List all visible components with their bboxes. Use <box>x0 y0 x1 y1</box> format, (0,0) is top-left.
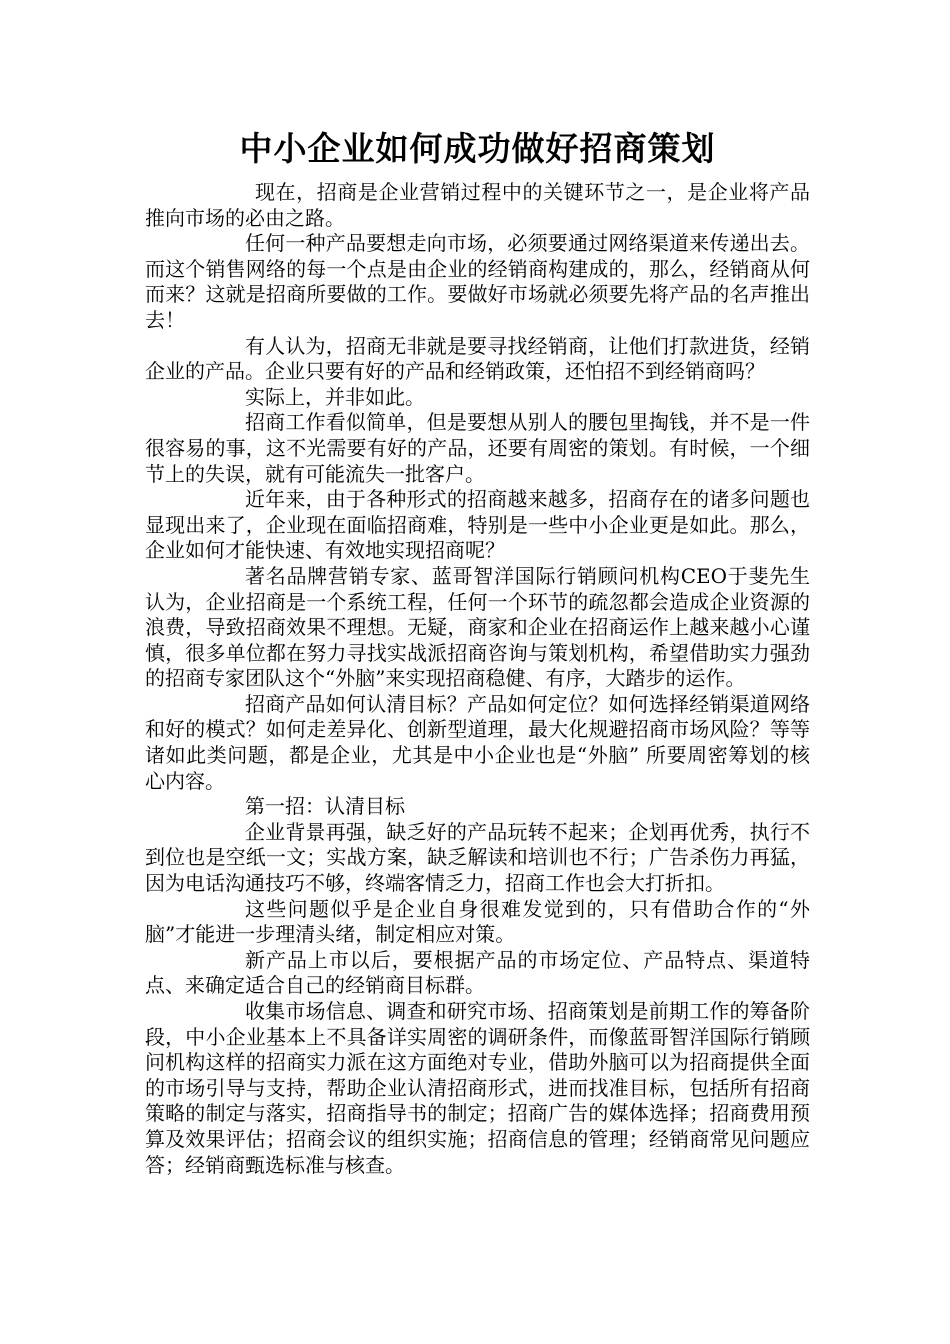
document-page <box>145 124 810 1178</box>
paragraph: 招商产品如何认清目标？产品如何定位？如何选择经销渠道网络和好的模式？如何走差异化、创新型道理，最大化规避招商市场风险？等等诸如此类问题，都是企业，尤其是中小企业也是“外脑” 所要周密筹划的核心内容。 <box>145 691 810 793</box>
paragraph: 著名品牌营销专家、蓝哥智洋国际行销顾问机构CEO于斐先生认为，企业招商是一个系统工程，任何一个环节的疏忽都会造成企业资源的浪费，导致招商效果不理想。无疑，商家和企业在招商运作上越来越小心谨慎，很多单位都在努力寻找实战派招商咨询与策划机构，希望借助实力强劲的招商专家团队这个“外脑”来实现招商稳健、有序，大踏步的运作。 <box>145 563 810 691</box>
paragraph: 企业背景再强，缺乏好的产品玩转不起来；企划再优秀，执行不到位也是空纸一文；实战方案，缺乏解读和培训也不行；广告杀伤力再猛，因为电话沟通技巧不够，终端客情乏力，招商工作也会大打折扣。 <box>145 819 810 896</box>
paragraph: 近年来，由于各种形式的招商越来越多，招商存在的诸多问题也显现出来了，企业现在面临招商难，特别是一些中小企业更是如此。那么，企业如何才能快速、有效地实现招商呢？ <box>145 487 810 563</box>
paragraph: 实际上，并非如此。 <box>245 384 425 409</box>
document-body <box>145 180 810 1178</box>
paragraph: 新产品上市以后，要根据产品的市场定位、产品特点、渠道特点、来确定适合自己的经销商目标群。 <box>145 947 810 998</box>
section-heading: 第一招：认清目标 <box>245 794 405 819</box>
paragraph: 现在，招商是企业营销过程中的关键环节之一，是企业将产品推向市场的必由之路。 <box>145 180 810 230</box>
paragraph: 招商工作看似简单，但是要想从别人的腰包里掏钱，并不是一件很容易的事，这不光需要有好的产品，还要有周密的策划。有时候，一个细节上的失误，就有可能流失一批客户。 <box>145 410 810 486</box>
paragraph: 收集市场信息、调查和研究市场、招商策划是前期工作的筹备阶段，中小企业基本上不具备详实周密的调研条件，而像蓝哥智洋国际行销顾问机构这样的招商实力派在这方面绝对专业，借助外脑可以为招商提供全面的市场引导与支持，帮助企业认清招商形式，进而找准目标，包括所有招商策略的制定与落实，招商指导书的制定；招商广告的媒体选择；招商费用预算及效果评估；招商会议的组织实施；招商信息的管理；经销商常见问题应答；经销商甄选标准与核查。 <box>145 999 810 1177</box>
paragraph: 任何一种产品要想走向市场，必须要通过网络渠道来传递出去。而这个销售网络的每一个点是由企业的经销商构建成的，那么，经销商从何而来？这就是招商所要做的工作。要做好市场就必须要先将产品的名声推出去！ <box>145 231 810 332</box>
paragraph: 有人认为，招商无非就是要寻找经销商，让他们打款进货，经销企业的产品。企业只要有好的产品和经销政策，还怕招不到经销商吗？ <box>145 333 810 384</box>
document-title: 中小企业如何成功做好招商策划 <box>239 129 716 168</box>
paragraph: 这些问题似乎是企业自身很难发觉到的，只有借助合作的“外脑”才能进一步理清头绪，制定相应对策。 <box>145 896 810 947</box>
